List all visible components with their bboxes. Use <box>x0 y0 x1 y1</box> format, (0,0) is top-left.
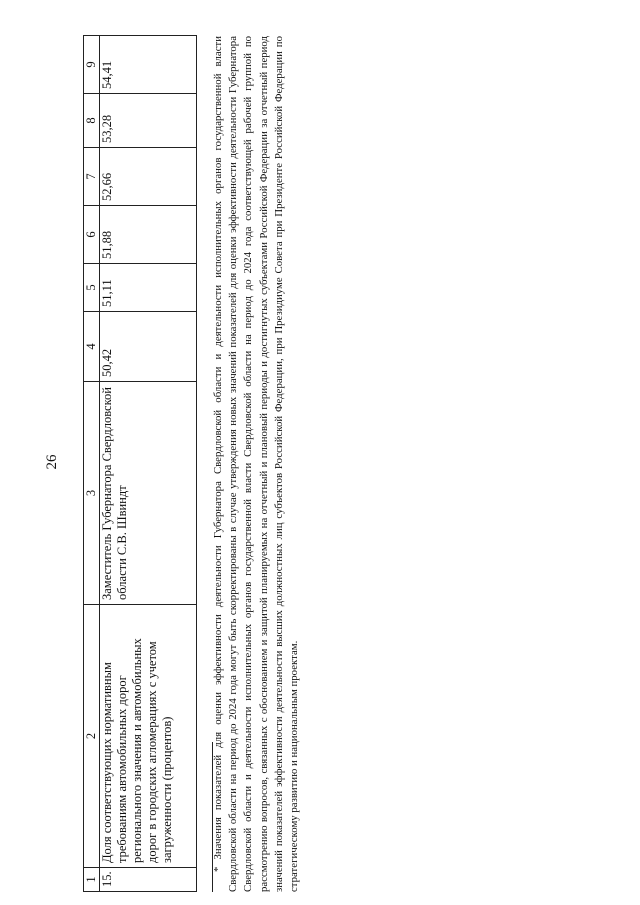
column-header: 9 <box>84 36 100 94</box>
footnote-marker: * <box>212 866 224 872</box>
column-header: 2 <box>84 605 100 868</box>
value-cell: 53,28 <box>100 94 197 148</box>
rotated-page-content <box>73 36 317 892</box>
responsible-person: Заместитель Губернатора Свердловской области С.В. Швиндт <box>100 382 197 605</box>
footnote <box>211 36 302 892</box>
column-header: 5 <box>84 264 100 312</box>
table-row <box>100 36 197 892</box>
column-header: 8 <box>84 94 100 148</box>
column-header: 1 <box>84 868 100 892</box>
indicator-name: Доля соответствующих нормативным требованиям автомобильных дорог регионального значения и автомобильных дорог в городских агломерациях с учетом загруженности (процентов) <box>100 605 197 868</box>
value-cell: 54,41 <box>100 36 197 94</box>
footnote-text: Значения показателей для оценки эффективности деятельности Губернатора Свердловской области и деятельности исполнительных органов государственной власти Свердловской области на период до 2024 года могут быть скорректированы в случае утверждения новых значений показателей для оценки эффективности деятельности Губернатора Свердловской области и деятельности исполнительных органов государственной власти Свердловской области на период до 2024 года соответствующей рабочей группой по рассмотрению вопросов, связанных с обоснованием и защитой планируемых на отчетный и плановый периоды и достигнутых субъектами Российской Федерации за отчетный период значений показателей эффективности деятельности высших должностных лиц субъектов Российской Федерации, при Президиуме Совета при Президенте Российской Федерации по стратегическому развитию и национальным проектам. <box>212 36 301 892</box>
value-cell: 52,66 <box>100 148 197 206</box>
value-cell: 50,42 <box>100 312 197 382</box>
value-cell: 51,11 <box>100 264 197 312</box>
page-number: 26 <box>44 454 60 470</box>
column-header: 3 <box>84 382 100 605</box>
landscape-content <box>73 36 317 892</box>
row-index: 15. <box>100 868 197 892</box>
header-row <box>84 36 100 892</box>
column-header: 7 <box>84 148 100 206</box>
column-header: 6 <box>84 206 100 264</box>
value-cell: 51,88 <box>100 206 197 264</box>
indicator-table <box>83 35 197 892</box>
column-header: 4 <box>84 312 100 382</box>
